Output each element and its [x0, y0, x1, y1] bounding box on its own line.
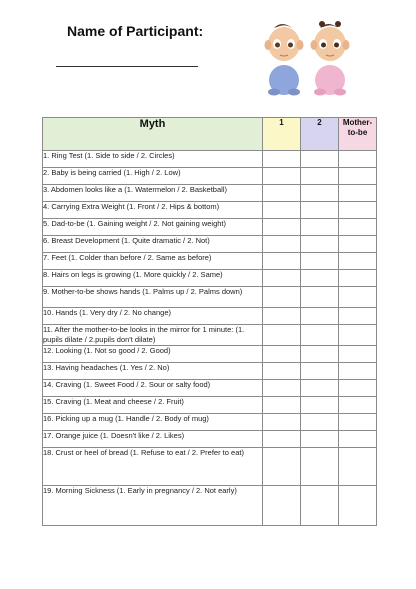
option-2-answer-cell[interactable] — [301, 270, 339, 287]
option-2-answer-cell[interactable] — [301, 236, 339, 253]
option-2-answer-cell[interactable] — [301, 486, 339, 526]
mother-to-be-answer-cell[interactable] — [339, 346, 377, 363]
option-1-answer-cell[interactable] — [263, 308, 301, 325]
table-row — [43, 346, 377, 363]
baby-girl-icon — [311, 21, 350, 96]
participant-name-line[interactable] — [56, 66, 198, 67]
option-2-answer-cell[interactable] — [301, 308, 339, 325]
mother-to-be-answer-cell[interactable] — [339, 236, 377, 253]
option-1-answer-cell[interactable] — [263, 270, 301, 287]
option-1-answer-cell[interactable] — [263, 236, 301, 253]
mother-to-be-answer-cell[interactable] — [339, 414, 377, 431]
table-row — [43, 270, 377, 287]
mother-to-be-answer-cell[interactable] — [339, 168, 377, 185]
table-row — [43, 202, 377, 219]
myth-statement: 4. Carrying Extra Weight (1. Front / 2. Hips & bottom) — [43, 202, 263, 219]
myth-statement: 9. Mother-to-be shows hands (1. Palms up / 2. Palms down) — [43, 287, 263, 308]
myth-statement: 14. Craving (1. Sweet Food / 2. Sour or salty food) — [43, 380, 263, 397]
table-row — [43, 486, 377, 526]
table-row — [43, 253, 377, 270]
option-2-answer-cell[interactable] — [301, 168, 339, 185]
page-title: Name of Participant: — [67, 23, 204, 39]
mother-to-be-answer-cell[interactable] — [339, 363, 377, 380]
myth-statement: 18. Crust or heel of bread (1. Refuse to eat / 2. Prefer to eat) — [43, 448, 263, 486]
option-2-answer-cell[interactable] — [301, 397, 339, 414]
option-1-answer-cell[interactable] — [263, 151, 301, 168]
myth-statement: 10. Hands (1. Very dry / 2. No change) — [43, 308, 263, 325]
option-1-answer-cell[interactable] — [263, 448, 301, 486]
option-2-answer-cell[interactable] — [301, 431, 339, 448]
myth-statement: 2. Baby is being carried (1. High / 2. Low) — [43, 168, 263, 185]
table-row — [43, 168, 377, 185]
mother-to-be-answer-cell[interactable] — [339, 287, 377, 308]
mother-to-be-answer-cell[interactable] — [339, 308, 377, 325]
option-1-answer-cell[interactable] — [263, 346, 301, 363]
baby-boy-icon — [265, 24, 304, 96]
mother-to-be-answer-cell[interactable] — [339, 202, 377, 219]
table-row — [43, 414, 377, 431]
option-2-answer-cell[interactable] — [301, 448, 339, 486]
option-2-answer-cell[interactable] — [301, 380, 339, 397]
mother-to-be-answer-cell[interactable] — [339, 397, 377, 414]
option-2-answer-cell[interactable] — [301, 202, 339, 219]
mother-to-be-answer-cell[interactable] — [339, 448, 377, 486]
option-2-answer-cell[interactable] — [301, 414, 339, 431]
option-2-answer-cell[interactable] — [301, 287, 339, 308]
myth-statement: 11. After the mother-to-be looks in the mirror for 1 minute: (1. pupils dilate / 2.pupils don't dilate) — [43, 325, 263, 346]
mother-to-be-answer-cell[interactable] — [339, 151, 377, 168]
table-row — [43, 151, 377, 168]
table-row — [43, 397, 377, 414]
mother-to-be-answer-cell[interactable] — [339, 270, 377, 287]
myth-statement: 6. Breast Development (1. Quite dramatic / 2. Not) — [43, 236, 263, 253]
option-2-answer-cell[interactable] — [301, 185, 339, 202]
option-2-answer-cell[interactable] — [301, 346, 339, 363]
option-2-answer-cell[interactable] — [301, 253, 339, 270]
table-row — [43, 185, 377, 202]
table-row — [43, 325, 377, 346]
table-row — [43, 287, 377, 308]
option-1-answer-cell[interactable] — [263, 397, 301, 414]
mother-to-be-answer-cell[interactable] — [339, 431, 377, 448]
myth-statement: 8. Hairs on legs is growing (1. More quickly / 2. Same) — [43, 270, 263, 287]
option-1-answer-cell[interactable] — [263, 414, 301, 431]
option-2-answer-cell[interactable] — [301, 219, 339, 236]
option-2-answer-cell[interactable] — [301, 151, 339, 168]
myth-table — [42, 117, 377, 526]
option-1-answer-cell[interactable] — [263, 168, 301, 185]
mother-to-be-answer-cell[interactable] — [339, 219, 377, 236]
option-1-answer-cell[interactable] — [263, 486, 301, 526]
option-2-answer-cell[interactable] — [301, 363, 339, 380]
myth-statement: 3. Abdomen looks like a (1. Watermelon / 2. Basketball) — [43, 185, 263, 202]
mother-to-be-answer-cell[interactable] — [339, 253, 377, 270]
option-2-answer-cell[interactable] — [301, 325, 339, 346]
table-row — [43, 236, 377, 253]
myth-statement: 17. Orange juice (1. Doesn't like / 2. Likes) — [43, 431, 263, 448]
mother-to-be-answer-cell[interactable] — [339, 185, 377, 202]
table-row — [43, 363, 377, 380]
table-row — [43, 219, 377, 236]
option-1-answer-cell[interactable] — [263, 363, 301, 380]
option-1-answer-cell[interactable] — [263, 325, 301, 346]
table-row — [43, 448, 377, 486]
myth-statement: 1. Ring Test (1. Side to side / 2. Circles) — [43, 151, 263, 168]
option-1-answer-cell[interactable] — [263, 380, 301, 397]
myth-statement: 12. Looking (1. Not so good / 2. Good) — [43, 346, 263, 363]
myth-statement: 7. Feet (1. Colder than before / 2. Same as before) — [43, 253, 263, 270]
table-header-row — [43, 118, 377, 151]
myth-statement: 5. Dad-to-be (1. Gaining weight / 2. Not gaining weight) — [43, 219, 263, 236]
option-1-answer-cell[interactable] — [263, 219, 301, 236]
option-1-answer-cell[interactable] — [263, 253, 301, 270]
option-1-answer-cell[interactable] — [263, 287, 301, 308]
myth-statement: 15. Craving (1. Meat and cheese / 2. Fruit) — [43, 397, 263, 414]
table-row — [43, 431, 377, 448]
myth-column-header: Myth — [43, 118, 263, 151]
option-2-column-header: 2 — [301, 118, 339, 151]
babies-illustration — [262, 14, 354, 96]
option-1-answer-cell[interactable] — [263, 431, 301, 448]
option-1-column-header: 1 — [263, 118, 301, 151]
table-row — [43, 380, 377, 397]
option-1-answer-cell[interactable] — [263, 202, 301, 219]
mother-to-be-answer-cell[interactable] — [339, 380, 377, 397]
option-1-answer-cell[interactable] — [263, 185, 301, 202]
myth-statement: 13. Having headaches (1. Yes / 2. No) — [43, 363, 263, 380]
table-row — [43, 308, 377, 325]
mother-to-be-column-header: Mother-to-be — [339, 118, 377, 151]
mother-to-be-answer-cell[interactable] — [339, 325, 377, 346]
myth-statement: 16. Picking up a mug (1. Handle / 2. Body of mug) — [43, 414, 263, 431]
mother-to-be-answer-cell[interactable] — [339, 486, 377, 526]
myth-statement: 19. Morning Sickness (1. Early in pregnancy / 2. Not early) — [43, 486, 263, 526]
